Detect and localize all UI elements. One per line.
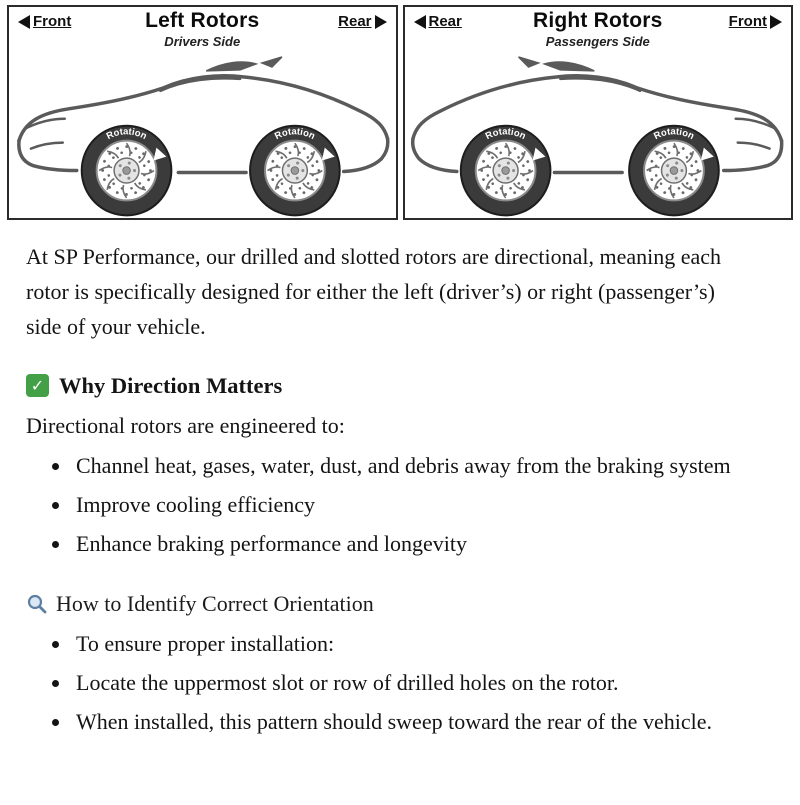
list-item: • Locate the uppermost slot or row of drilled holes on the rotor. [72, 666, 740, 700]
list-item: • To ensure proper installation: [72, 627, 740, 661]
right-panel-title-block [533, 9, 663, 49]
right-panel-header [405, 7, 792, 55]
left-panel-header [9, 7, 396, 55]
list-item: • Enhance braking performance and longevity [72, 527, 740, 561]
check-icon: ✓ [26, 374, 49, 397]
direction-text: Front [728, 13, 767, 30]
list-item: • When installed, this pattern should sweep toward the rear of the vehicle. [72, 705, 740, 739]
direction-text: Rear [338, 13, 372, 30]
heading-text: Why Direction Matters [59, 372, 283, 398]
left-panel-title-block [145, 9, 259, 49]
list-item: • Channel heat, gases, water, dust, and debris away from the braking system [72, 449, 740, 483]
panel-title: Left Rotors [145, 9, 260, 32]
panel-subtitle: Drivers Side [164, 34, 241, 49]
rear-direction-label [338, 13, 386, 30]
left-arrow-icon [18, 15, 30, 29]
front-direction-label [729, 13, 782, 30]
engineered-to-lead: Directional rotors are engineered to: [26, 412, 345, 438]
article-body [0, 240, 766, 739]
right-car-illustration [405, 55, 792, 218]
right-arrow-icon [770, 15, 782, 29]
rear-direction-label [414, 13, 462, 30]
left-car-illustration [9, 55, 396, 218]
intro-paragraph: At SP Performance, our drilled and slotted rotors are directional, meaning each rotor is specifically designed for either the left (driver’s) or right (passenger’s) side of your vehicle. [26, 244, 722, 339]
front-direction-label [18, 13, 71, 30]
right-rotors-panel [403, 5, 794, 220]
heading-text: How to Identify Correct Orientation [56, 590, 374, 616]
why-direction-bullet-list [26, 449, 740, 561]
left-rotors-panel [7, 5, 398, 220]
list-item: • Improve cooling efficiency [72, 488, 740, 522]
orientation-bullet-list [26, 627, 740, 739]
orientation-heading [26, 591, 740, 617]
direction-text: Front [33, 13, 72, 30]
panel-title: Right Rotors [532, 9, 663, 32]
right-arrow-icon [375, 15, 387, 29]
panel-subtitle: Passengers Side [545, 34, 650, 49]
magnifier-icon [26, 593, 48, 615]
left-arrow-icon [414, 15, 426, 29]
direction-text: Rear [428, 13, 462, 30]
rotor-direction-diagram [7, 5, 793, 220]
why-direction-matters-heading [26, 373, 740, 399]
